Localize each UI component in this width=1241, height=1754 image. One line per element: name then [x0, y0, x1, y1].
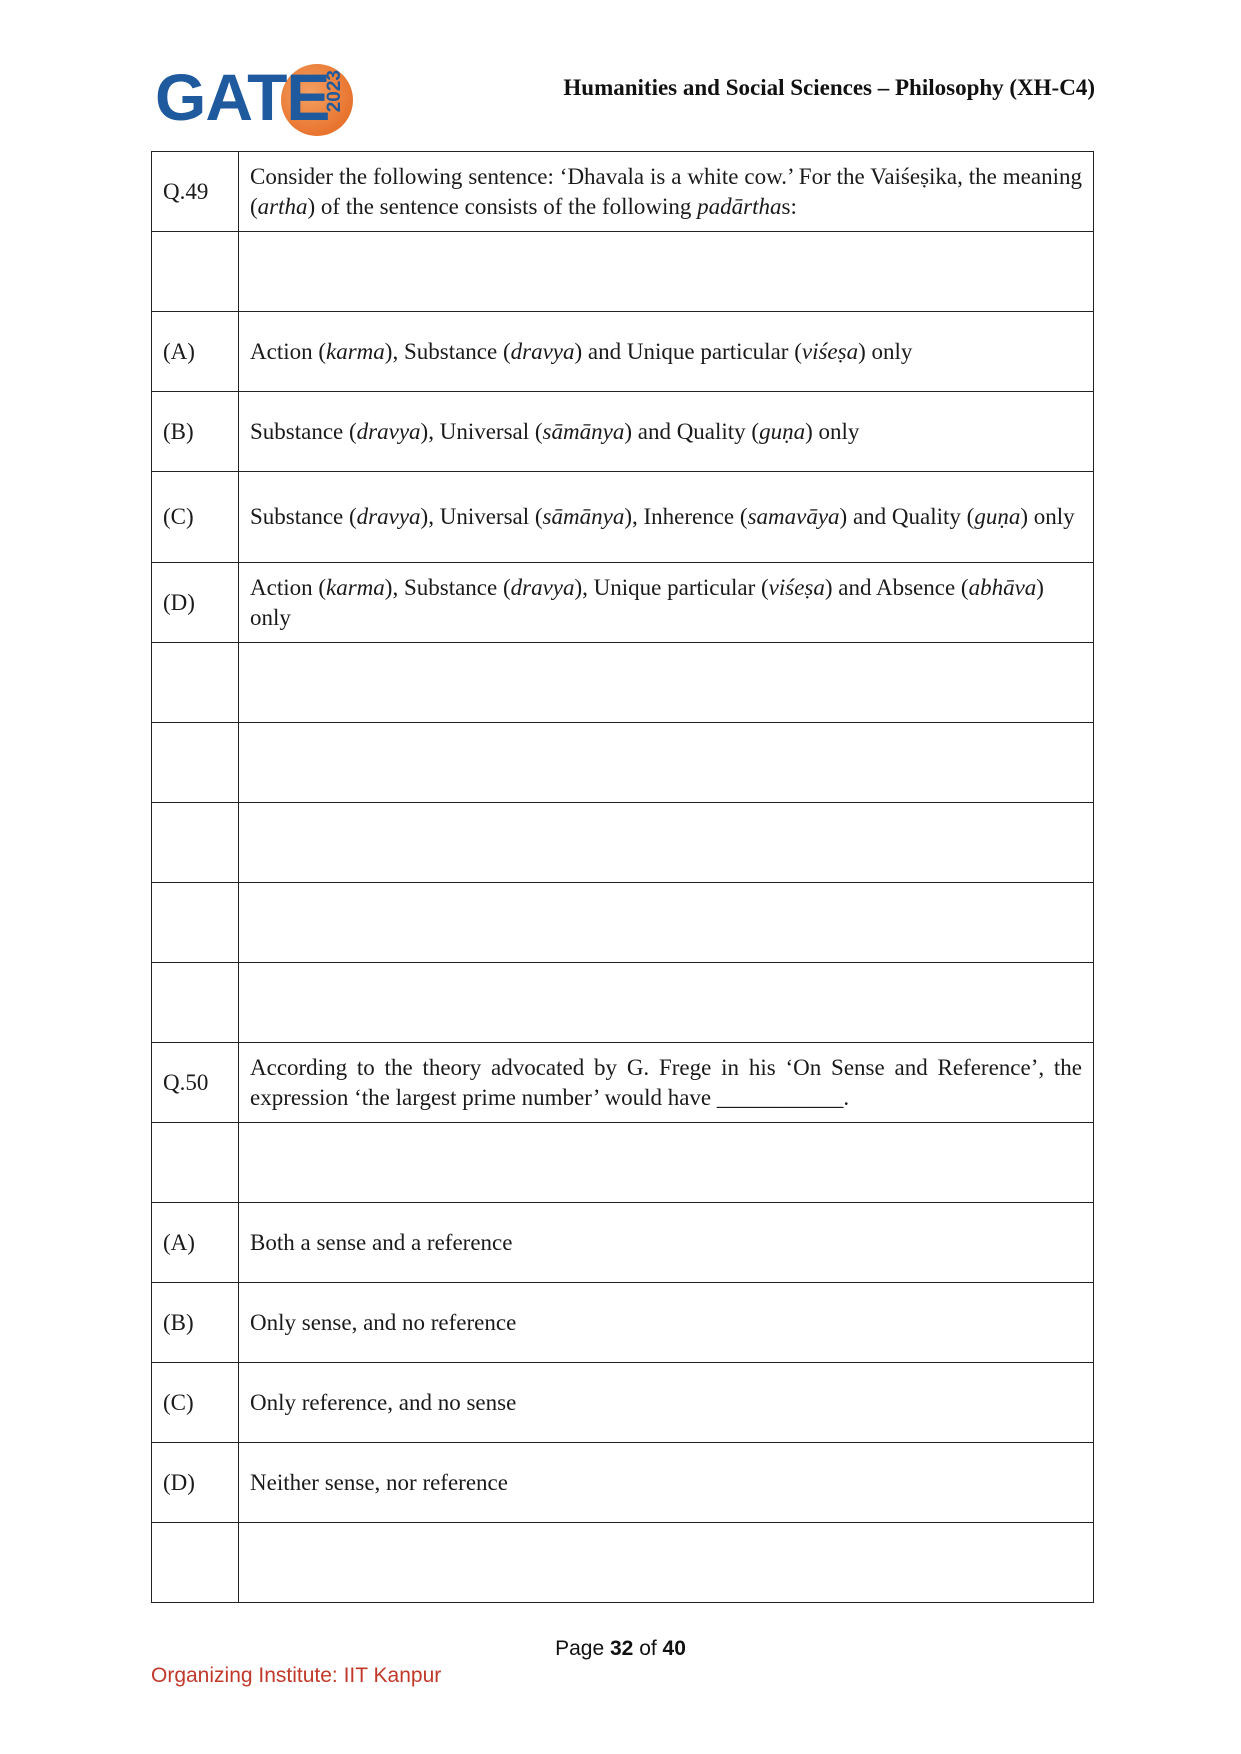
blank-row — [152, 643, 1094, 723]
italic-term: viśeṣa — [801, 338, 859, 364]
text-run: ) only — [1020, 504, 1075, 529]
option-label: (D) — [152, 1443, 239, 1523]
text-run: ), Universal ( — [420, 504, 543, 529]
page-total: 40 — [662, 1637, 686, 1660]
text-run: According to the theory advocated by G. Frege in his ‘On Sense and Reference’, the expression ‘the largest prime number’ would have ___________. — [250, 1054, 1082, 1110]
option-row — [152, 392, 1094, 472]
option-label: (D) — [152, 563, 239, 643]
option-row — [152, 1363, 1094, 1443]
option-text — [239, 1363, 1094, 1443]
question-number: Q.49 — [152, 152, 239, 232]
text-run: ), Unique particular ( — [574, 574, 769, 600]
option-row — [152, 563, 1094, 643]
option-row — [152, 312, 1094, 392]
option-text — [239, 563, 1094, 643]
italic-term: artha — [257, 193, 308, 219]
text-run: Substance ( — [250, 504, 357, 529]
italic-term: dravya — [356, 504, 421, 529]
text-run: ) and Unique particular ( — [574, 338, 802, 364]
option-text — [239, 1203, 1094, 1283]
italic-term: dravya — [356, 418, 421, 444]
italic-term: karma — [326, 574, 385, 600]
text-run: ) and Absence ( — [824, 574, 969, 600]
option-label: (A) — [152, 312, 239, 392]
question-table — [151, 151, 1094, 1603]
text-run: ), Substance ( — [384, 338, 511, 364]
text-run: Action ( — [250, 574, 327, 600]
page-prefix: Page — [555, 1637, 605, 1660]
text-run: ) only — [858, 338, 913, 364]
text-run: Only sense, and no reference — [250, 1309, 517, 1335]
italic-term: padārtha — [697, 193, 782, 219]
text-run: Consider the following sentence: ‘Dhavala is a white cow.’ For the Vaiśeṣika, the meaning ( — [250, 163, 1082, 219]
italic-term: sāmānya — [542, 504, 625, 529]
question-stem — [239, 152, 1094, 232]
text-run: Neither sense, nor reference — [250, 1469, 508, 1495]
question-stem — [239, 1043, 1094, 1123]
text-run: ) and Quality ( — [624, 418, 760, 444]
blank-row — [152, 1123, 1094, 1203]
text-run: ) and Quality ( — [839, 504, 975, 529]
text-run: ) only — [805, 418, 860, 444]
option-text — [239, 392, 1094, 472]
question-number: Q.50 — [152, 1043, 239, 1123]
question-row — [152, 152, 1094, 232]
blank-row — [152, 883, 1094, 963]
italic-term: dravya — [510, 338, 575, 364]
italic-term: guṇa — [974, 504, 1021, 529]
text-run: Both a sense and a reference — [250, 1229, 513, 1255]
blank-row — [152, 232, 1094, 312]
page-number — [0, 1637, 1241, 1661]
option-label: (B) — [152, 1283, 239, 1363]
option-label: (A) — [152, 1203, 239, 1283]
page-title: Humanities and Social Sciences – Philosophy (XH-C4) — [563, 75, 1095, 100]
option-label: (C) — [152, 1363, 239, 1443]
option-text — [239, 472, 1094, 563]
text-run: ) of the sentence consists of the following — [307, 193, 698, 219]
logo-year: 2023 — [324, 70, 345, 113]
option-label: (B) — [152, 392, 239, 472]
option-row — [152, 1283, 1094, 1363]
option-text — [239, 1283, 1094, 1363]
italic-term: dravya — [510, 574, 575, 600]
text-run: ), Inherence ( — [624, 504, 748, 529]
text-run: Only reference, and no sense — [250, 1389, 517, 1415]
logo-text: GATE — [155, 60, 330, 134]
gate-logo — [155, 60, 360, 140]
italic-term: guṇa — [759, 418, 806, 444]
question-row — [152, 1043, 1094, 1123]
blank-row — [152, 723, 1094, 803]
option-text — [239, 1443, 1094, 1523]
option-row — [152, 472, 1094, 563]
blank-row — [152, 803, 1094, 883]
italic-term: samavāya — [747, 504, 840, 529]
organizing-institute: Organizing Institute: IIT Kanpur — [151, 1664, 442, 1687]
text-run: ) only — [250, 574, 1044, 630]
italic-term: sāmānya — [542, 418, 625, 444]
text-run: ), Universal ( — [420, 418, 543, 444]
text-run: Substance ( — [250, 418, 357, 444]
italic-term: karma — [326, 338, 385, 364]
blank-row — [152, 1523, 1094, 1603]
italic-term: abhāva — [968, 574, 1037, 600]
option-label: (C) — [152, 472, 239, 563]
page-of: of — [639, 1637, 657, 1660]
page-current: 32 — [609, 1637, 634, 1660]
option-text — [239, 312, 1094, 392]
text-run: ), Substance ( — [384, 574, 511, 600]
blank-row — [152, 963, 1094, 1043]
option-row — [152, 1203, 1094, 1283]
italic-term: viśeṣa — [768, 574, 825, 600]
text-run: Action ( — [250, 338, 327, 364]
text-run: s: — [781, 193, 797, 219]
option-row — [152, 1443, 1094, 1523]
